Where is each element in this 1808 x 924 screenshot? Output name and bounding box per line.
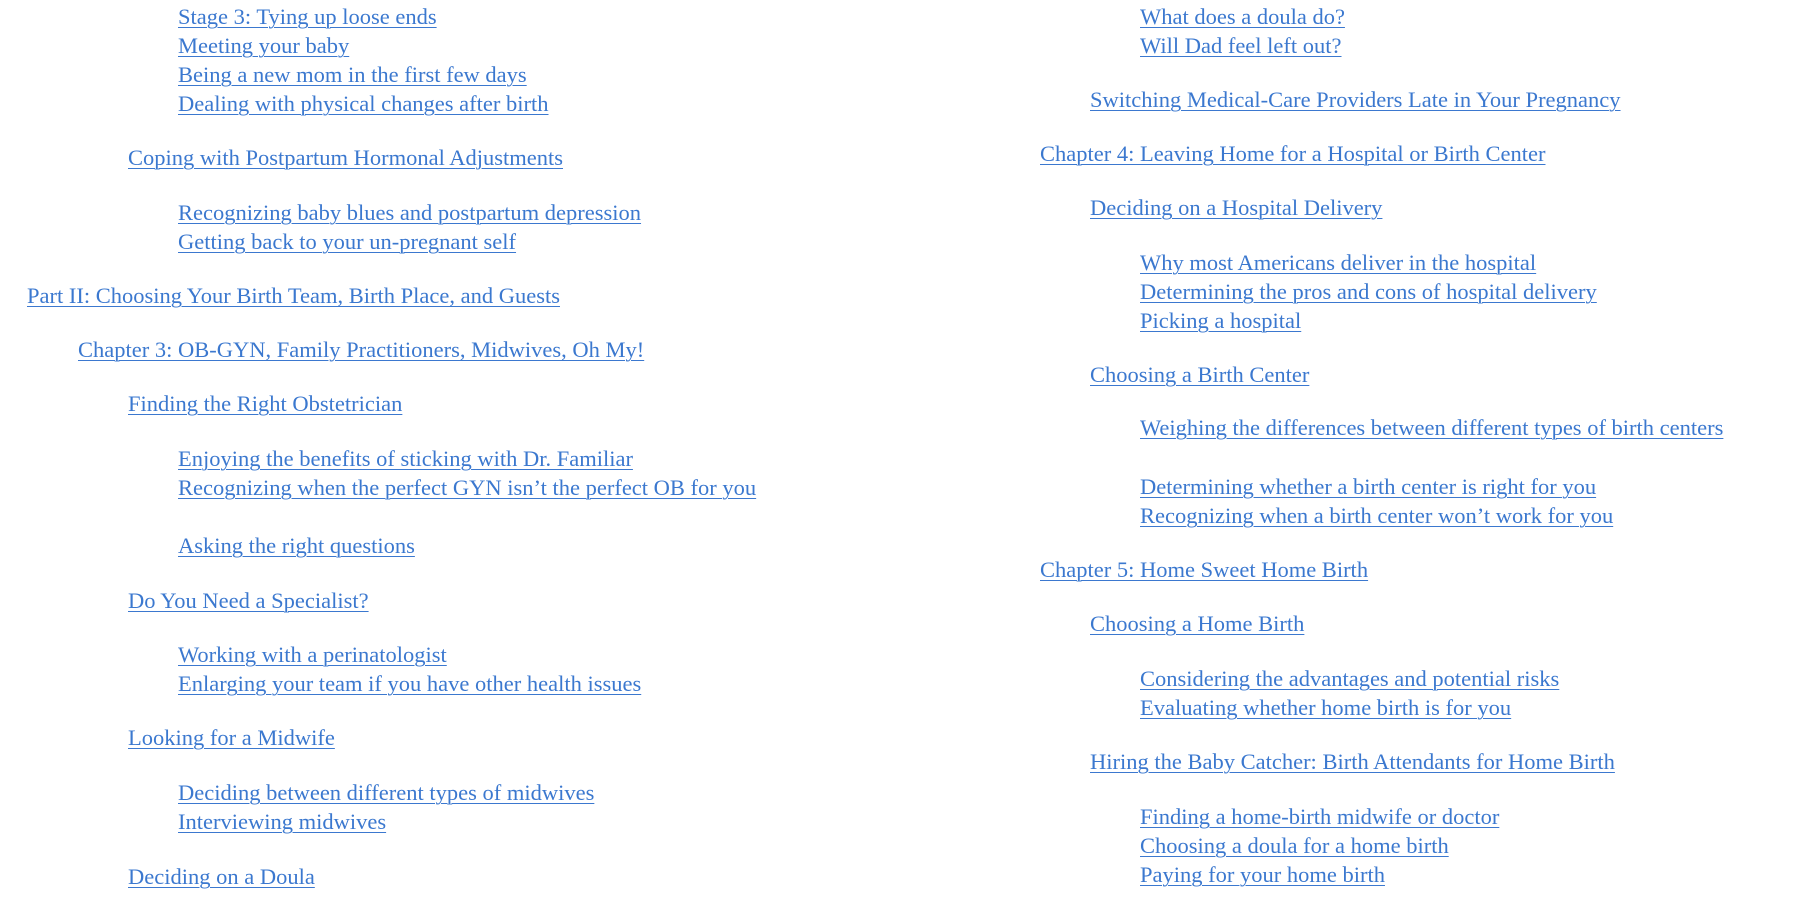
toc-link-chapter-3[interactable]: Chapter 3: OB-GYN, Family Practitioners, Midwives, Oh My! [78, 337, 645, 362]
toc-link-physical-changes[interactable]: Dealing with physical changes after birth [178, 91, 549, 116]
toc-link-chapter-4[interactable]: Chapter 4: Leaving Home for a Hospital or Birth Center [1040, 141, 1546, 166]
toc-link-postpartum-adjustments[interactable]: Coping with Postpartum Hormonal Adjustments [128, 145, 564, 170]
toc-link-dr-familiar[interactable]: Enjoying the benefits of sticking with Dr. Familiar [178, 446, 633, 471]
toc-link-dad-left-out[interactable]: Will Dad feel left out? [1140, 33, 1342, 58]
toc-link-new-mom[interactable]: Being a new mom in the first few days [178, 62, 527, 87]
toc-link-stage-3[interactable]: Stage 3: Tying up loose ends [178, 4, 437, 29]
toc-link-hospital-delivery[interactable]: Deciding on a Hospital Delivery [1090, 195, 1383, 220]
toc-link-birth-center-types[interactable]: Weighing the differences between different types of birth centers [1140, 415, 1724, 440]
toc-link-advantages-risks[interactable]: Considering the advantages and potential risks [1140, 666, 1560, 691]
toc-link-doula[interactable]: Deciding on a Doula [128, 864, 315, 889]
toc-link-part-2[interactable]: Part II: Choosing Your Birth Team, Birth Place, and Guests [27, 283, 560, 308]
toc-link-right-obstetrician[interactable]: Finding the Right Obstetrician [128, 391, 403, 416]
toc-link-perinatologist[interactable]: Working with a perinatologist [178, 642, 447, 667]
toc-link-perfect-gyn[interactable]: Recognizing when the perfect GYN isn’t the perfect OB for you [178, 475, 757, 500]
toc-link-home-birth-midwife[interactable]: Finding a home-birth midwife or doctor [1140, 804, 1500, 829]
toc-link-home-birth[interactable]: Choosing a Home Birth [1090, 611, 1305, 636]
toc-link-paying-home-birth[interactable]: Paying for your home birth [1140, 862, 1385, 887]
toc-link-birth-center-wont-work[interactable]: Recognizing when a birth center won’t work for you [1140, 503, 1614, 528]
toc-link-baby-blues[interactable]: Recognizing baby blues and postpartum depression [178, 200, 642, 225]
toc-link-pros-cons[interactable]: Determining the pros and cons of hospital delivery [1140, 279, 1597, 304]
toc-link-birth-center-right[interactable]: Determining whether a birth center is right for you [1140, 474, 1597, 499]
toc-link-un-pregnant-self[interactable]: Getting back to your un-pregnant self [178, 229, 517, 254]
toc-link-chapter-5[interactable]: Chapter 5: Home Sweet Home Birth [1040, 557, 1369, 582]
toc-link-right-questions[interactable]: Asking the right questions [178, 533, 415, 558]
toc-link-specialist[interactable]: Do You Need a Specialist? [128, 588, 369, 613]
toc-link-doula-home-birth[interactable]: Choosing a doula for a home birth [1140, 833, 1449, 858]
toc-link-birth-center[interactable]: Choosing a Birth Center [1090, 362, 1310, 387]
toc-link-switching-providers[interactable]: Switching Medical-Care Providers Late in Your Pregnancy [1090, 87, 1621, 112]
toc-link-midwife[interactable]: Looking for a Midwife [128, 725, 335, 750]
toc-link-doula-role[interactable]: What does a doula do? [1140, 4, 1345, 29]
toc-link-evaluating-home-birth[interactable]: Evaluating whether home birth is for you [1140, 695, 1512, 720]
toc-link-interviewing-midwives[interactable]: Interviewing midwives [178, 809, 387, 834]
toc-link-meeting-your-baby[interactable]: Meeting your baby [178, 33, 350, 58]
toc-link-americans-hospital[interactable]: Why most Americans deliver in the hospital [1140, 250, 1537, 275]
toc-link-baby-catcher[interactable]: Hiring the Baby Catcher: Birth Attendants for Home Birth [1090, 749, 1615, 774]
toc-link-types-of-midwives[interactable]: Deciding between different types of midwives [178, 780, 595, 805]
toc-link-enlarging-team[interactable]: Enlarging your team if you have other health issues [178, 671, 642, 696]
toc-link-picking-hospital[interactable]: Picking a hospital [1140, 308, 1302, 333]
